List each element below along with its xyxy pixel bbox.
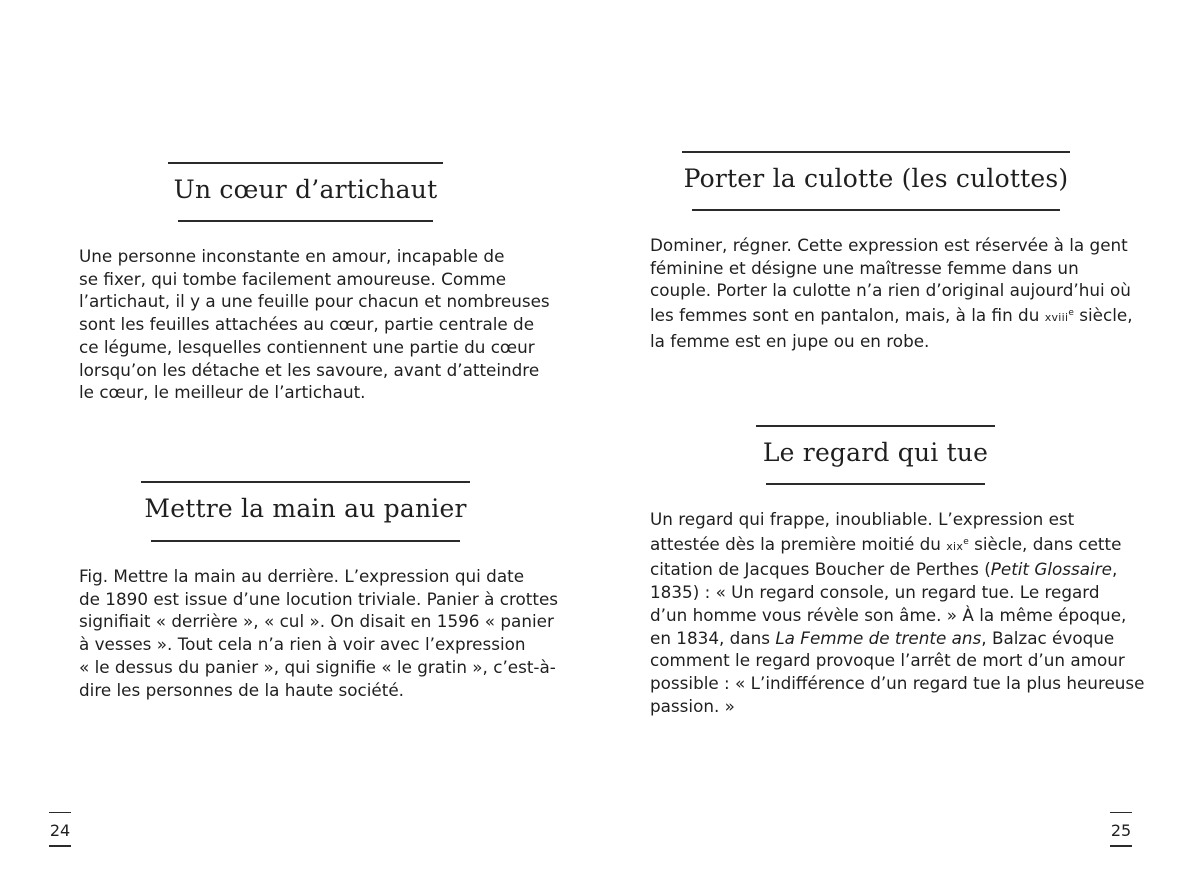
body-line [650, 558, 1145, 581]
body-line: se fixer, qui tombe facilement amoureuse. Comme [79, 268, 507, 289]
text-run: citation de Jacques Boucher de Perthes ( [650, 559, 991, 580]
body-line: Dominer, régner. Cette expression est réservée à la gent [650, 235, 1128, 255]
body-line: sont les feuilles attachées au cœur, partie centrale de [79, 314, 535, 335]
body-line: féminine et désigne une maîtresse femme dans un [650, 257, 1079, 278]
page-number-left: 24 [49, 821, 71, 840]
century-numeral: xviii [1044, 311, 1069, 325]
text-run: attestée dès la première moitié du [650, 533, 947, 554]
book-title: La Femme de trente ans [775, 627, 982, 648]
page-number-right: 25 [1110, 821, 1132, 840]
body-line: passion. » [650, 695, 735, 716]
entry-body [650, 508, 1145, 717]
body-line: d’un homme vous révèle son âme. » À la même époque, [650, 604, 1127, 625]
century-numeral: xix [946, 539, 964, 553]
ordinal-superscript: e [1068, 308, 1074, 319]
page-number-rule-bottom [1110, 845, 1132, 847]
entry-title: Un cœur d’artichaut [173, 175, 438, 204]
text-run: siècle, dans cette [968, 533, 1122, 554]
body-line: signifiait « derrière », « cul ». On disait en 1596 « panier [79, 611, 554, 632]
entry-title: Mettre la main au panier [144, 494, 467, 523]
entry-title: Porter la culotte (les culottes) [683, 164, 1069, 193]
body-line: de 1890 est issue d’une locution triviale. Panier à crottes [79, 588, 559, 609]
body-line: Un regard qui frappe, inoubliable. L’expression est [650, 509, 1075, 529]
heading-rule-bottom [766, 483, 985, 485]
heading-rule-top [756, 425, 995, 427]
body-line: dire les personnes de la haute société. [79, 679, 404, 700]
body-line: lorsqu’on les détache et les savoure, avant d’atteindre [79, 359, 540, 380]
body-line: ce légume, lesquelles contiennent une partie du cœur [79, 336, 535, 357]
page-number-rule-top [1110, 812, 1132, 813]
body-line: comment le regard provoque l’arrêt de mort d’un amour [650, 650, 1125, 671]
text-run: les femmes sont en pantalon, mais, à la fin du [650, 305, 1045, 326]
text-run: , [1111, 559, 1118, 580]
text-run: siècle, [1073, 305, 1133, 326]
body-line [650, 531, 1145, 559]
body-line: 1835) : « Un regard console, un regard tue. Le regard [650, 582, 1100, 603]
text-run: , Balzac évoque [981, 627, 1115, 648]
body-line: Une personne inconstante en amour, incapable de [79, 246, 505, 266]
text-run: en 1834, dans [650, 627, 776, 648]
body-line: l’artichaut, il y a une feuille pour chacun et nombreuses [79, 291, 550, 312]
body-line: à vesses ». Tout cela n’a rien à voir avec l’expression [79, 634, 526, 655]
body-line: la femme est en jupe ou en robe. [650, 330, 930, 351]
body-line: « le dessus du panier », qui signifie « le gratin », c’est-à- [79, 656, 556, 677]
body-line: Fig. Mettre la main au derrière. L’expression qui date [79, 566, 525, 586]
body-line: possible : « L’indifférence d’un regard tue la plus heureuse [650, 672, 1145, 693]
body-line: couple. Porter la culotte n’a rien d’original aujourd’hui où [650, 280, 1131, 301]
body-line [650, 627, 1145, 650]
book-title: Petit Glossaire [990, 559, 1112, 580]
body-line: le cœur, le meilleur de l’artichaut. [79, 382, 366, 403]
entry-title: Le regard qui tue [762, 438, 989, 467]
ordinal-superscript: e [963, 536, 969, 547]
